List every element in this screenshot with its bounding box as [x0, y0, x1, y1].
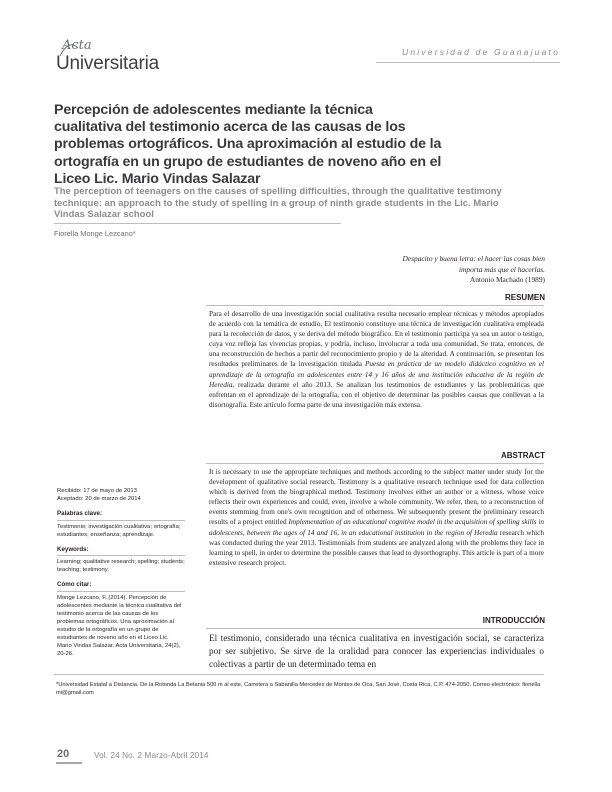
title-spanish: Percepción de adolescentes mediante la técnica cualitativa del testimonio acerca de las causas de los problemas ortográficos. Una aproximación al estudio de la ortografía en un grupo de estudiantes de noveno año en el Liceo Lic. Mario Vindas Salazar [54, 102, 442, 187]
citation-label: Cómo citar: [57, 581, 92, 589]
citation-block [57, 581, 185, 658]
resumen-rule [206, 305, 544, 306]
resumen-text [209, 309, 544, 410]
introduccion-text: El testimonio, considerado una técnica cualitativa en investigación social, se caracteriza por ser subjetivo. Se sirve de la oralidad para conocer las experiencias individuales o colectivas a partir de un determinado tema en [209, 633, 544, 670]
journal-name: Universidad de Guanajuato [401, 47, 560, 57]
logo-name: Universitaria [56, 53, 159, 74]
abstract-text-b: research which was conducted during the year 2013. Testimonials from students are analyzed along with the problems they face in learning to spell, in order to determine the possible causes that lead to dysorthography. This article is part of a more extensive research project. [209, 528, 544, 567]
keywords-es-rule [57, 520, 185, 521]
introduccion-heading: INTRODUCCIÓN [482, 616, 545, 625]
keywords-es-label: Palabras clave: [57, 509, 103, 517]
epigraph-line-2: importa más que el hacerlas. [458, 264, 545, 274]
header-rule [376, 62, 560, 63]
author-name: Fiorella Monge Lezcano* [54, 229, 136, 238]
keywords-en-rule [57, 555, 185, 556]
resumen-heading: RESUMEN [504, 293, 545, 302]
resumen-text-a: Para el desarrollo de una investigación social cualitativa resulta necesario emplear técnicas y métodos apropiados de acuerdo con la temática de estudio. El testimonio constituye una técnica de investigación cualitativa empleada para la recolección de datos, y se deriva del método biográfico. En el testimonio participa ya sea un autor o testigo, cuya voz refleja las vivencias propias, y podría, incluso, involucrar a toda una comunidad. Se trata, entonces, de una reconstrucción de hechos a partir del reconocimiento propio y de la alteridad. A continuación, se presentan los resultados preliminares de la investigación titulada [209, 310, 544, 369]
citation-rule [57, 591, 185, 592]
abstract-text-a: It is necessary to use the appropriate techniques and methods according to the subject matter under study for the development of qualitative social research. Testimony is a qualitative research technique used for data collection which is derived from the biographical method. Testimony involves either an author or a witness, whose voice reflects their own experiences and could, even, involve a whole community. We refer, then, to a reconstruction of events stemming from one's own recognition and of otherness. We subsequently present the preliminary research results of a project entitled [209, 468, 544, 527]
footnote-rule [54, 674, 544, 675]
abstract-text [209, 467, 544, 568]
article-info-sidebar [57, 488, 185, 664]
title-rule [54, 223, 341, 224]
keywords-en: Learning; qualitative research; spelling; students; teaching; testimony. [57, 559, 185, 574]
epigraph [245, 254, 545, 286]
introduccion-rule [206, 628, 544, 629]
received-date: Recibido: 17 de mayo de 2013 [57, 488, 137, 494]
author-footnote: *Universidad Estatal a Distancia. De la Rotonda La Betania 500 m al este, Carretera a Sabanilla Mercedes de Montes de Oca, San José, Costa Rica, C.P. 474-2050. Correo electrónico: fionella mi@gmail.com [56, 682, 541, 697]
keywords-es-block [57, 510, 185, 540]
epigraph-line-1: Despacito y buena letra: el hacer las cosas bien [402, 254, 545, 263]
dates-block [57, 488, 185, 504]
page-number-rule [56, 762, 82, 764]
journal-logo [56, 40, 164, 80]
abstract-rule [206, 463, 544, 464]
keywords-en-block [57, 546, 185, 576]
keywords-es: Testimonio; investigación cualitativa; ortografía; estudiantes; enseñanza; aprendizaje. [57, 523, 181, 538]
abstract-text-italic: Implementation of an educational cognitive model in the acquisition of spelling skills in adolescents, between the ages of 14 and 16, in an educational institution in the region of Heredia [209, 518, 544, 537]
resumen-text-italic: Puesta en práctica de un modelo didáctico cognitivo en el aprendizaje de la ortografía en adolescentes entre 14 y 16 años de una institución educativa de la región de Heredia [209, 360, 544, 389]
logo-acta: Acta [62, 38, 92, 53]
keywords-en-label: Keywords: [57, 545, 89, 553]
issue-info: Vol. 24 No. 2 Marzo-Abril 2014 [94, 751, 209, 760]
page-number: 20 [57, 748, 70, 760]
accepted-date: Aceptado: 20 de marzo de 2014 [57, 495, 141, 502]
epigraph-source: Antonio Machado (1989) [469, 275, 545, 285]
title-english: The perception of teenagers on the causes of spelling difficulties, through the qualitative testimony technique: an approach to the study of spelling in a group of ninth grade students in the Lic. Mario Vindas Salazar school [54, 185, 502, 220]
citation-text: Monge Lezcano, F. (2014). Percepción de adolescentes mediante la técnica cualitativa del testimonio acerca de las causas de los problemas ortográficos. Una aproximación al estudio de la ortografía en un grupo de estudiantes de noveno año en el Liceo Lic. Mario Vindas Salazar. Acta Universitaria, 24(2), 20-26. [57, 595, 182, 657]
abstract-heading: ABSTRACT [501, 451, 545, 460]
resumen-text-b: , realizada durante el año 2013. Se analizan los testimonios de estudiantes y las problemáticas que enfrentan en el aprendizaje de la ortografía, con el objetivo de determinar las posibles causas que conllevan a la disortografía. Este artículo forma parte de una investigación más extensa. [209, 380, 544, 409]
